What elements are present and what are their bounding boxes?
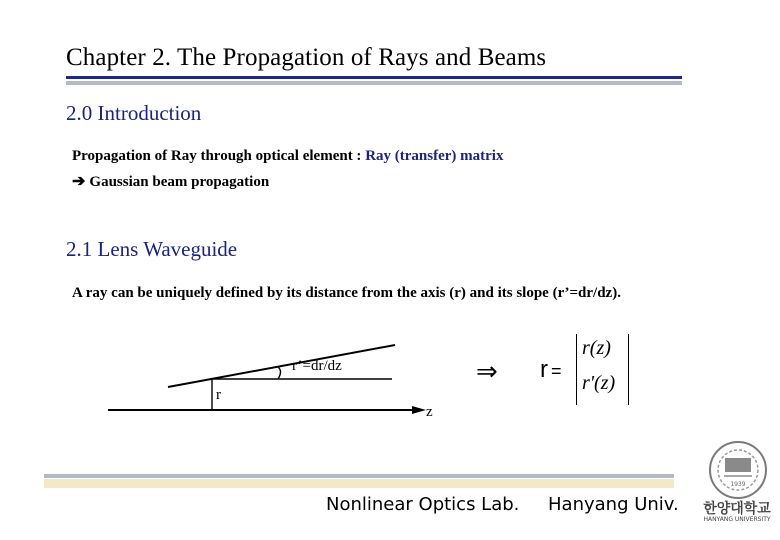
equals-sign: =	[551, 361, 562, 381]
ray-vector-name	[540, 356, 562, 384]
ray-matrix-term: Ray (transfer) matrix	[365, 148, 504, 164]
footer-band	[44, 479, 674, 488]
slide-title: Chapter 2. The Propagation of Rays and Beams	[66, 44, 547, 71]
vector-bottom-entry: r'(z)	[582, 372, 616, 394]
logo-english-text: HANYANG UNIVERSITY	[703, 516, 771, 523]
lab-name: Nonlinear Optics Lab.	[326, 494, 520, 515]
university-seal-icon	[694, 440, 780, 500]
r-label: r	[216, 387, 221, 403]
ray-vector	[576, 334, 629, 405]
vector-symbol: r	[540, 356, 548, 383]
ray-definition-text: A ray can be uniquely defined by its distance from the axis (r) and its slope (r’=dr/dz).	[72, 285, 621, 301]
section-heading-introduction: 2.0 Introduction	[66, 101, 202, 125]
z-label: z	[426, 404, 433, 420]
slope-angle-arc	[278, 367, 281, 379]
ray-line	[168, 345, 395, 387]
intro-line-1-prefix: Propagation of Ray through optical element :	[72, 148, 366, 164]
ray-diagram	[100, 340, 460, 430]
intro-line-2	[72, 171, 269, 191]
university-name: Hanyang Univ.	[548, 494, 679, 515]
implies-arrow-icon: ⇒	[476, 357, 498, 386]
title-rule-shadow	[66, 81, 682, 85]
footer-rule	[44, 474, 674, 478]
title-rule	[66, 76, 682, 79]
intro-line-1	[72, 148, 503, 165]
university-logo	[694, 440, 780, 530]
section-heading-lens-waveguide: 2.1 Lens Waveguide	[66, 237, 238, 261]
slope-label: r’=dr/dz	[292, 358, 342, 374]
right-arrow-icon: ➔	[72, 173, 86, 190]
intro-line-2-text: Gaussian beam propagation	[89, 174, 270, 190]
axis-arrowhead	[412, 406, 426, 414]
vector-top-entry: r(z)	[582, 337, 611, 359]
logo-korean-text: 한양대학교	[703, 501, 771, 517]
seal-year: 1939	[730, 481, 746, 488]
